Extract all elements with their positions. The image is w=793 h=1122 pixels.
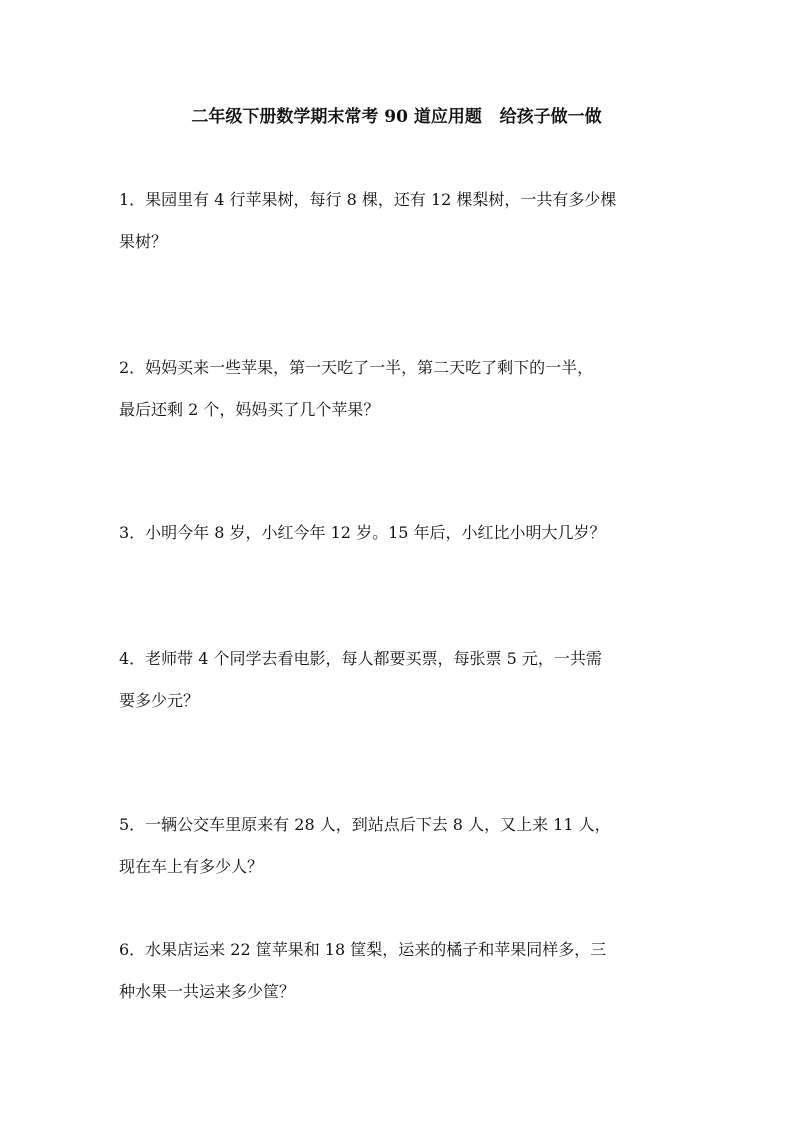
question-6 [119,929,679,1013]
question-text-line: 2．妈妈买来一些苹果，第一天吃了一半，第二天吃了剩下的一半， [119,358,594,377]
question-text-line: 要多少元？ [119,691,200,710]
question-5 [119,804,679,888]
page-title: 二年级下册数学期末常考 90 道应用题 给孩子做一做 [191,107,602,127]
question-text-line: 6．水果店运来 22 筐苹果和 18 筐梨，运来的橘子和苹果同样多，三 [119,940,607,959]
question-text-line: 3．小明今年 8 岁，小红今年 12 岁。15 年后，小红比小明大几岁？ [119,523,606,542]
question-text-line: 果树？ [119,232,168,251]
question-2 [119,347,679,431]
question-text-line: 种水果一共运来多少筐？ [119,982,296,1001]
question-3 [119,512,679,554]
question-1 [119,179,679,263]
question-text-line: 5．一辆公交车里原来有 28 人，到站点后下去 8 人，又上来 11 人， [119,815,611,834]
question-text-line: 最后还剩 2 个，妈妈买了几个苹果？ [119,400,380,419]
question-4 [119,638,679,722]
question-text-line: 1．果园里有 4 行苹果树，每行 8 棵，还有 12 棵梨树，一共有多少棵 [119,190,617,209]
question-text-line: 现在车上有多少人？ [119,857,264,876]
question-text-line: 4．老师带 4 个同学去看电影，每人都要买票，每张票 5 元，一共需 [119,649,602,668]
